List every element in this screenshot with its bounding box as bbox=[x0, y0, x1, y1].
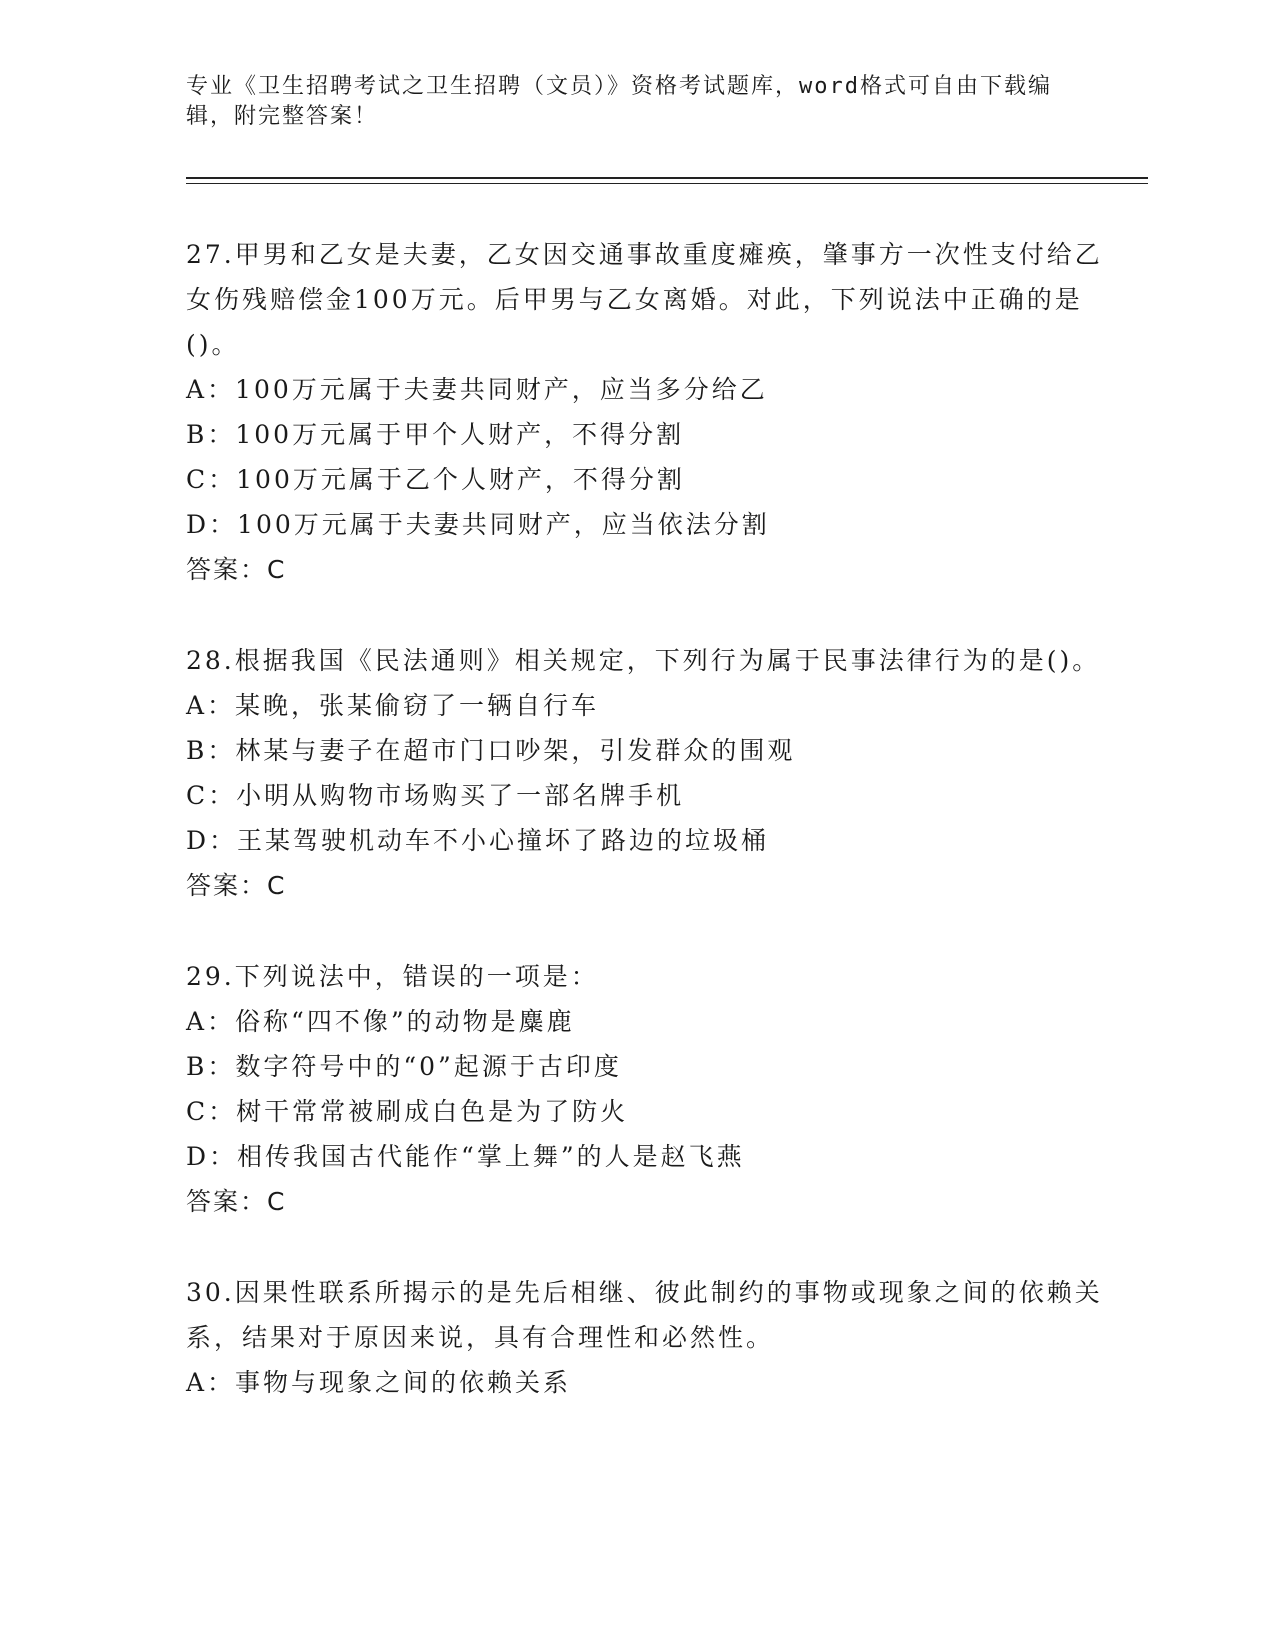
question-stem: 27.甲男和乙女是夫妻，乙女因交通事故重度瘫痪，肇事方一次性支付给乙女伤残赔偿金100万元。后甲男与乙女离婚。对此，下列说法中正确的是()。 bbox=[186, 240, 1103, 359]
header-divider bbox=[186, 177, 1148, 184]
option-c: C：树干常常被刷成白色是为了防火 bbox=[186, 1097, 629, 1126]
question-stem: 29.下列说法中，错误的一项是： bbox=[186, 962, 599, 991]
document-header: 专业《卫生招聘考试之卫生招聘（文员）》资格考试题库，word格式可自由下载编辑，附完整答案！ bbox=[186, 74, 1052, 129]
answer: 答案：C bbox=[186, 1187, 287, 1216]
option-b: B：数字符号中的“0”起源于古印度 bbox=[186, 1052, 622, 1081]
question-stem: 28.根据我国《民法通则》相关规定，下列行为属于民事法律行为的是()。 bbox=[186, 646, 1101, 675]
question-29 bbox=[186, 954, 1106, 1224]
option-d: D：100万元属于夫妻共同财产，应当依法分割 bbox=[186, 510, 770, 539]
question-28 bbox=[186, 638, 1106, 908]
question-30 bbox=[186, 1270, 1106, 1405]
option-b: B：100万元属于甲个人财产，不得分割 bbox=[186, 420, 685, 449]
option-a: A：事物与现象之间的依赖关系 bbox=[186, 1368, 572, 1397]
question-list bbox=[186, 232, 1106, 1451]
answer: 答案：C bbox=[186, 871, 287, 900]
option-b: B：林某与妻子在超市门口吵架，引发群众的围观 bbox=[186, 736, 796, 765]
option-c: C：小明从购物市场购买了一部名牌手机 bbox=[186, 781, 685, 810]
option-a: A：100万元属于夫妻共同财产，应当多分给乙 bbox=[186, 375, 768, 404]
option-c: C：100万元属于乙个人财产，不得分割 bbox=[186, 465, 685, 494]
answer: 答案：C bbox=[186, 555, 287, 584]
question-27 bbox=[186, 232, 1106, 592]
option-a: A：某晚，张某偷窃了一辆自行车 bbox=[186, 691, 600, 720]
question-stem: 30.因果性联系所揭示的是先后相继、彼此制约的事物或现象之间的依赖关系，结果对于原因来说，具有合理性和必然性。 bbox=[186, 1278, 1103, 1352]
option-d: D：王某驾驶机动车不小心撞坏了路边的垃圾桶 bbox=[186, 826, 770, 855]
option-a: A：俗称“四不像”的动物是麋鹿 bbox=[186, 1007, 575, 1036]
option-d: D：相传我国古代能作“掌上舞”的人是赵飞燕 bbox=[186, 1142, 745, 1171]
